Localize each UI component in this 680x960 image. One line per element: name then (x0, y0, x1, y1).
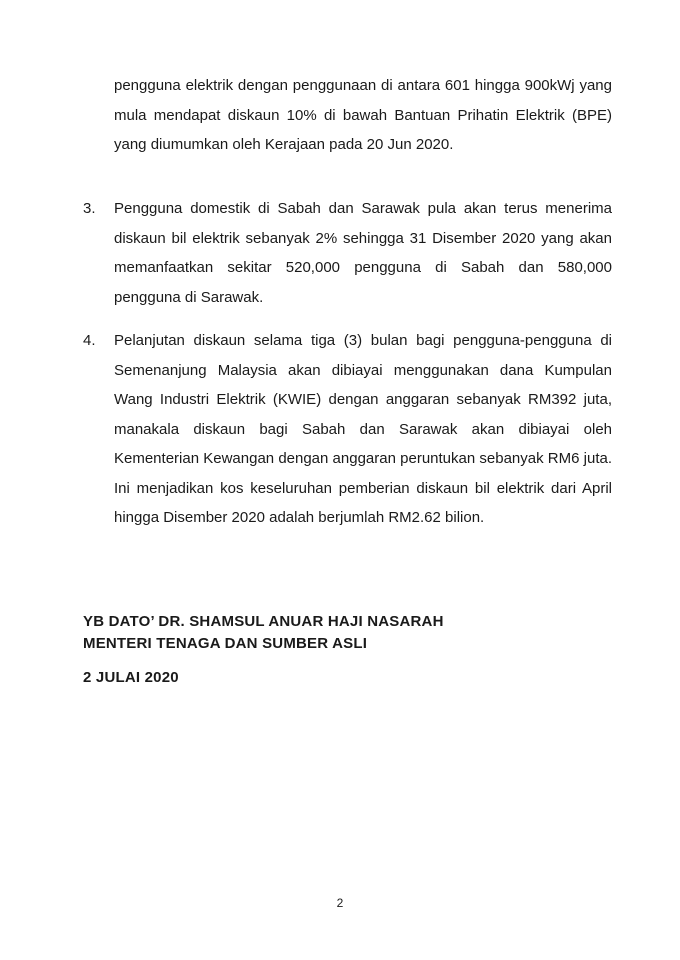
signatory-title: MENTERI TENAGA DAN SUMBER ASLI (83, 635, 368, 652)
paragraph-4: Pelanjutan diskaun selama tiga (3) bulan bagi pengguna-pengguna di Semenanjung Malaysia akan dibiayai menggunakan dana Kumpulan Wang Industri Elektrik (KWIE) dengan anggaran sebanyak RM392 juta, manakala diskaun bagi Sabah dan Sarawak akan dibiayai oleh Kementerian Kewangan dengan anggaran peruntukan sebanyak RM6 juta. Ini menjadikan kos keseluruhan pemberian diskaun bil elektrik dari April hingga Disember 2020 adalah berjumlah RM2.62 bilion. (114, 332, 612, 526)
paragraph-continuation: pengguna elektrik dengan penggunaan di antara 601 hingga 900kWj yang mula mendapat diskaun 10% di bawah Bantuan Prihatin Elektrik (BPE) yang diumumkan oleh Kerajaan pada 20 Jun 2020. (114, 77, 612, 153)
signatory-name: YB DATO’ DR. SHAMSUL ANUAR HAJI NASARAH (83, 613, 444, 630)
paragraph-number-4: 4. (83, 332, 96, 349)
paragraph-number-3: 3. (83, 200, 96, 217)
page-number: 2 (336, 896, 344, 910)
document-date: 2 JULAI 2020 (83, 669, 179, 686)
paragraph-3: Pengguna domestik di Sabah dan Sarawak pula akan terus menerima diskaun bil elektrik sebanyak 2% sehingga 31 Disember 2020 yang akan memanfaatkan sekitar 520,000 pengguna di Sabah dan 580,000 pengguna di Sarawak. (114, 200, 612, 306)
